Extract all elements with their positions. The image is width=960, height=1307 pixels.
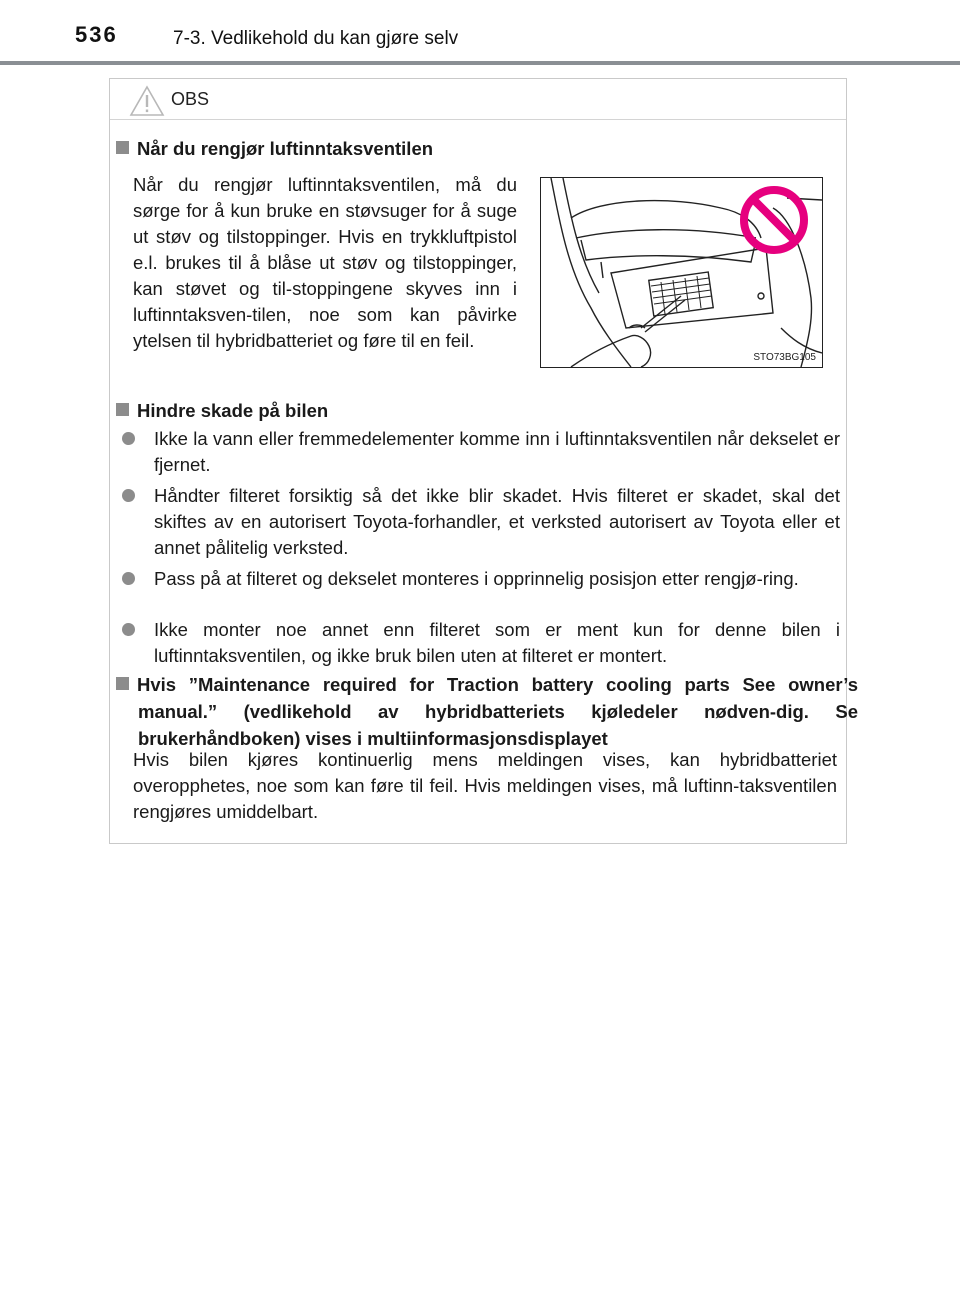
warning-triangle-icon	[129, 85, 165, 117]
list-item: Ikke la vann eller fremmedelementer komme inn i luftinntaksventilen når dekselet er fjernet.	[122, 426, 840, 478]
obs-header	[110, 79, 846, 120]
page-number: 536	[75, 22, 118, 47]
car-interior-drawing	[541, 178, 822, 367]
square-bullet-icon	[116, 677, 129, 690]
round-bullet-icon	[122, 623, 135, 636]
section-heading: Når du rengjør luftinntaksventilen	[116, 135, 836, 162]
round-bullet-icon	[122, 572, 135, 585]
list-item: Ikke monter noe annet enn filteret som er ment kun for denne bilen i luftinntaksventilen, og ikke bruk bilen uten at filteret er montert.	[122, 617, 840, 669]
section-heading: Hindre skade på bilen	[116, 397, 836, 424]
square-bullet-icon	[116, 141, 129, 154]
header-rule	[0, 61, 960, 65]
paragraph: Hvis bilen kjøres kontinuerlig mens meldingen vises, kan hybridbatteriet overopphetes, noe som kan føre til feil. Hvis meldingen vises, må luftinn-taksventilen rengjøres umiddelbart.	[133, 749, 837, 822]
illustration-vacuum-cleaning	[540, 177, 823, 368]
prohibition-icon	[744, 190, 804, 250]
obs-box	[109, 78, 858, 844]
square-bullet-icon	[116, 403, 129, 416]
round-bullet-icon	[122, 489, 135, 502]
section-heading: Hvis ”Maintenance required for Traction battery cooling parts See owner’s manual.” (vedlikehold av hybridbatteriets kjøledeler nødven-dig. Se brukerhåndboken) vises i multiinformasjonsdisplayet	[116, 671, 858, 752]
round-bullet-icon	[122, 432, 135, 445]
obs-label: OBS	[171, 89, 210, 109]
paragraph: Når du rengjør luftinntaksventilen, må du sørge for å kun bruke en støvsuger for å suge ut støv og tilstoppinger. Hvis en trykkluftpistol e.l. brukes til å blåse ut støv og tilstoppinger, kan støvet og til-stoppingene skyves inn i luftinntaksven-tilen, noe som kan påvirke ytelsen til hybridbatteriet og føre til en feil.	[133, 174, 517, 351]
list-item: Håndter filteret forsiktig så det ikke blir skadet. Hvis filteret er skadet, skal det skiftes av en autorisert Toyota-forhandler, et verksted autorisert av Toyota eller et annet pålitelig verksted.	[122, 483, 840, 561]
section-title: 7-3. Vedlikehold du kan gjøre selv	[173, 28, 459, 49]
list-item: Pass på at filteret og dekselet monteres i opprinnelig posisjon etter rengjø-ring.	[122, 566, 840, 592]
illustration-code: STO73BG105	[753, 352, 816, 363]
